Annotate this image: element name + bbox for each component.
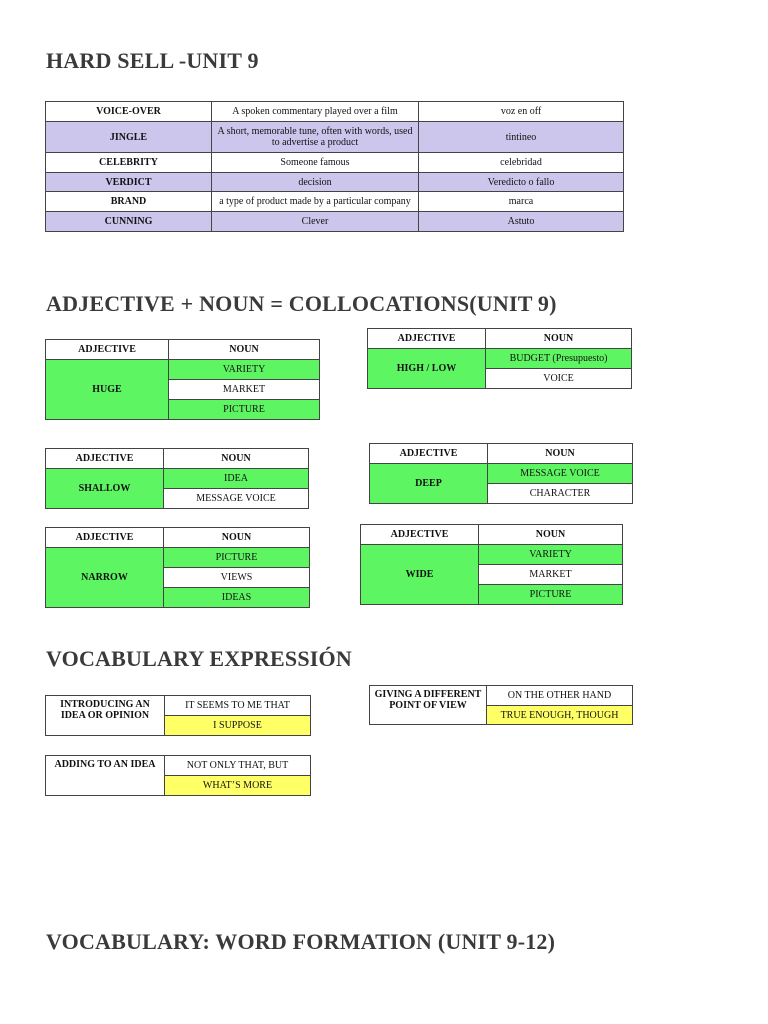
noun-header: NOUN	[486, 329, 632, 349]
collocation-table-shallow	[45, 448, 309, 509]
noun-header: NOUN	[479, 525, 623, 545]
expression-item: I SUPPOSE	[165, 716, 311, 736]
adjective-cell: NARROW	[46, 548, 164, 608]
noun-cell: VIEWS	[164, 568, 310, 588]
expression-label: ADDING TO AN IDEA	[46, 756, 165, 796]
expression-table-adding	[45, 755, 311, 796]
vocab-row	[46, 102, 624, 122]
vocab-row	[46, 153, 624, 173]
vocab-term: BRAND	[46, 192, 212, 212]
vocab-row	[46, 192, 624, 212]
collocation-table-huge	[45, 339, 320, 420]
expression-item: WHAT’S MORE	[165, 776, 311, 796]
adjective-cell: WIDE	[361, 545, 479, 605]
vocab-translation: Astuto	[419, 212, 624, 232]
expression-item: ON THE OTHER HAND	[487, 686, 633, 706]
adjective-header: ADJECTIVE	[46, 340, 169, 360]
expression-item: TRUE ENOUGH, THOUGH	[487, 706, 633, 725]
vocab-term: VOICE-OVER	[46, 102, 212, 122]
vocab-definition: Someone famous	[212, 153, 419, 173]
noun-header: NOUN	[488, 444, 633, 464]
noun-cell: PICTURE	[169, 400, 320, 420]
noun-cell: BUDGET (Presupuesto)	[486, 349, 632, 369]
expression-table-different	[369, 685, 633, 725]
vocab-definition: a type of product made by a particular company	[212, 192, 419, 212]
heading-collocations: ADJECTIVE + NOUN = COLLOCATIONS(UNIT 9)	[46, 291, 557, 316]
noun-cell: MESSAGE VOICE	[488, 464, 633, 484]
noun-cell: PICTURE	[479, 585, 623, 605]
collocation-table-wide	[360, 524, 623, 605]
adjective-header: ADJECTIVE	[368, 329, 486, 349]
noun-cell: MARKET	[479, 565, 623, 585]
vocab-term: CUNNING	[46, 212, 212, 232]
noun-cell: MARKET	[169, 380, 320, 400]
expression-table-introducing	[45, 695, 311, 736]
vocab-table	[45, 101, 624, 232]
collocation-table-narrow	[45, 527, 310, 608]
adjective-cell: HIGH / LOW	[368, 349, 486, 389]
vocab-term: CELEBRITY	[46, 153, 212, 173]
vocab-translation: marca	[419, 192, 624, 212]
noun-cell: MESSAGE VOICE	[164, 489, 309, 509]
noun-cell: CHARACTER	[488, 484, 633, 504]
noun-cell: VARIETY	[479, 545, 623, 565]
collocation-table-deep	[369, 443, 633, 504]
noun-header: NOUN	[164, 449, 309, 469]
expression-label: GIVING A DIFFERENT POINT OF VIEW	[370, 686, 487, 725]
noun-cell: VOICE	[486, 369, 632, 389]
adjective-header: ADJECTIVE	[46, 528, 164, 548]
expression-item: NOT ONLY THAT, BUT	[165, 756, 311, 776]
vocab-row	[46, 122, 624, 153]
adjective-cell: SHALLOW	[46, 469, 164, 509]
noun-header: NOUN	[169, 340, 320, 360]
collocation-table-high-low	[367, 328, 632, 389]
vocab-translation: tintineo	[419, 122, 624, 153]
vocab-row	[46, 173, 624, 192]
vocab-translation: voz en off	[419, 102, 624, 122]
vocab-translation: Veredicto o fallo	[419, 173, 624, 192]
vocab-definition: A short, memorable tune, often with words, used to advertise a product	[212, 122, 419, 153]
vocab-term: JINGLE	[46, 122, 212, 153]
noun-cell: VARIETY	[169, 360, 320, 380]
noun-cell: IDEA	[164, 469, 309, 489]
noun-header: NOUN	[164, 528, 310, 548]
noun-cell: IDEAS	[164, 588, 310, 608]
adjective-cell: HUGE	[46, 360, 169, 420]
expression-label: INTRODUCING AN IDEA OR OPINION	[46, 696, 165, 736]
vocab-definition: Clever	[212, 212, 419, 232]
adjective-header: ADJECTIVE	[370, 444, 488, 464]
vocab-row	[46, 212, 624, 232]
expression-item: IT SEEMS TO ME THAT	[165, 696, 311, 716]
vocab-translation: celebridad	[419, 153, 624, 173]
heading-word-formation: VOCABULARY: WORD FORMATION (UNIT 9-12)	[46, 929, 556, 954]
adjective-header: ADJECTIVE	[46, 449, 164, 469]
vocab-term: VERDICT	[46, 173, 212, 192]
vocab-definition: decision	[212, 173, 419, 192]
noun-cell: PICTURE	[164, 548, 310, 568]
adjective-cell: DEEP	[370, 464, 488, 504]
vocab-definition: A spoken commentary played over a film	[212, 102, 419, 122]
adjective-header: ADJECTIVE	[361, 525, 479, 545]
heading-expression: VOCABULARY EXPRESSIÓN	[46, 646, 352, 671]
heading-hard-sell: HARD SELL -UNIT 9	[46, 48, 259, 73]
